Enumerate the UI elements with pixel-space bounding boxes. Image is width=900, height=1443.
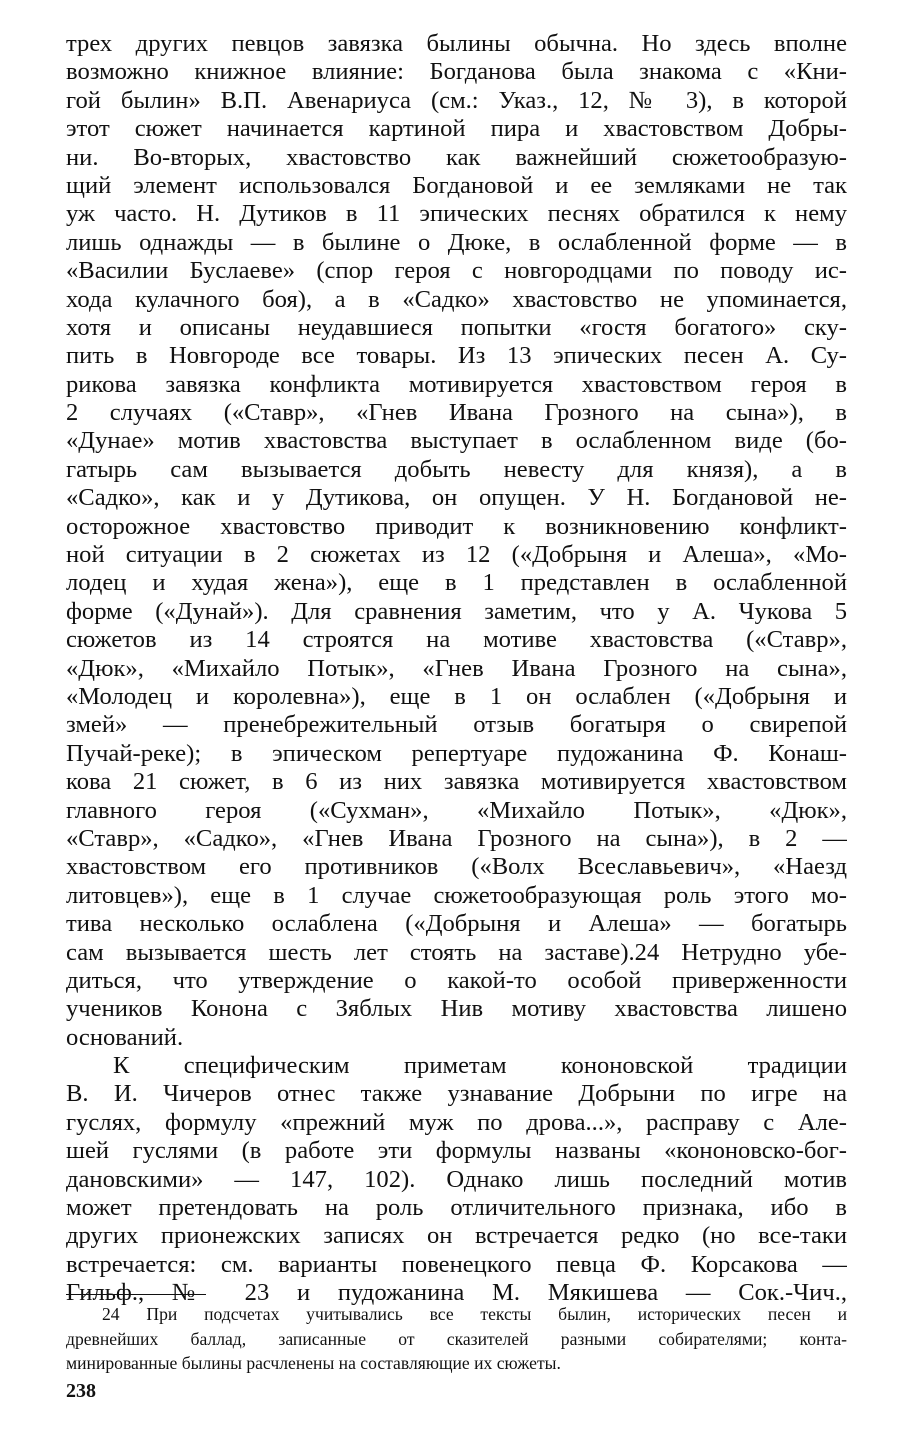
text-line: «Садко», как и у Дутикова, он опущен. У Н. Богдановой не-: [66, 484, 847, 512]
text-line: кова 21 сюжет, в 6 из них завязка мотивируется хвастовством: [66, 768, 847, 796]
text-line: «Дюк», «Михайло Потык», «Гнев Ивана Грозного на сына»,: [66, 654, 847, 682]
text-line: этот сюжет начинается картиной пира и хвастовством Добры-: [66, 115, 847, 143]
text-line: «Молодец и королевна»), еще в 1 он ослаблен («Добрыня и: [66, 682, 847, 710]
text-line: рикова завязка конфликта мотивируется хвастовством героя в: [66, 370, 847, 398]
text-line: трех других певцов завязка былины обычна. Но здесь вполне: [66, 30, 847, 57]
footnote: [66, 1302, 847, 1376]
text-line: ной ситуации в 2 сюжетах из 12 («Добрыня и Алеша», «Мо-: [66, 541, 847, 569]
text-line: К специфическим приметам кононовской традиции: [113, 1052, 847, 1080]
text-line: может претендовать на роль отличительного признака, ибо в: [66, 1194, 847, 1222]
text-line: диться, что утверждение о какой-то особой приверженности: [66, 966, 847, 994]
text-line: других прионежских записях он встречается редко (но все-таки: [66, 1222, 847, 1250]
text-line: пить в Новгороде все товары. Из 13 эпических песен А. Су-: [66, 342, 847, 370]
text-line: ни. Во-вторых, хвастовство как важнейший сюжетообразую-: [66, 143, 847, 171]
text-line: шей гуслями (в работе эти формулы названы «кононовско-бог-: [66, 1137, 847, 1165]
text-line: форме («Дунай»). Для сравнения заметим, что у А. Чукова 5: [66, 597, 847, 625]
text-line: гой былин» В.П. Авенариуса (см.: Указ., 12, № 3), в которой: [66, 86, 847, 114]
text-line: лодец и худая жена»), еще в 1 представлен в ослабленной: [66, 569, 847, 597]
text-line: «Дунае» мотив хвастовства выступает в ослабленном виде (бо-: [66, 427, 847, 455]
text-line: сюжетов из 14 строятся на мотиве хвастовства («Ставр»,: [66, 626, 847, 654]
text-line: Гильф., № 23 и пудожанина М. Мякишева — Сок.-Чич.,: [66, 1279, 847, 1307]
text-line: встречается: см. варианты повенецкого певца Ф. Корсакова —: [66, 1250, 847, 1278]
text-line: сам вызывается шесть лет стоять на заставе).24 Нетрудно убе-: [66, 938, 847, 966]
footnote-line: минированные былины расчленены на составляющие их сюжеты.: [66, 1353, 561, 1373]
text-line: 2 случаях («Ставр», «Гнев Ивана Грозного на сына»), в: [66, 399, 847, 427]
footnote-line: древнейших баллад, записанные от сказителей разными собирателями; конта-: [66, 1328, 847, 1349]
text-line: осторожное хвастовство приводит к возникновению конфликт-: [66, 512, 847, 540]
body-text: [66, 30, 847, 1308]
text-line: «Ставр», «Садко», «Гнев Ивана Грозного на сына»), в 2 —: [66, 824, 847, 852]
text-line: хода кулачного боя), а в «Садко» хвастовство не упоминается,: [66, 285, 847, 313]
book-page: [66, 30, 847, 1402]
text-line: щий элемент использовался Богдановой и ее земляками не так: [66, 171, 847, 199]
text-line: гатырь сам вызывается добыть невесту для князя), а в: [66, 455, 847, 483]
text-line: уж часто. Н. Дутиков в 11 эпических песнях обратился к нему: [66, 200, 847, 228]
text-line: хвастовством его противников («Волх Всеславьевич», «Наезд: [66, 853, 847, 881]
text-line: хотя и описаны неудавшиеся попытки «гостя богатого» ску-: [66, 313, 847, 341]
text-line: В. И. Чичеров отнес также узнавание Добрыни по игре на: [66, 1080, 847, 1108]
text-line: лишь однажды — в былине о Дюке, в ослабленной форме — в: [66, 228, 847, 256]
text-line: Пучай-реке); в эпическом репертуаре пудожанина Ф. Конаш-: [66, 739, 847, 767]
text-line: главного героя («Сухман», «Михайло Потык», «Дюк»,: [66, 796, 847, 824]
text-line: дановскими» — 147, 102). Однако лишь последний мотив: [66, 1165, 847, 1193]
text-line: оснований.: [66, 1023, 184, 1051]
text-line: литовцев»), еще в 1 случае сюжетообразующая роль этого мо-: [66, 881, 847, 909]
footnote-divider: [66, 1294, 206, 1295]
text-line: гуслях, формулу «прежний муж по дрова...», расправу с Але-: [66, 1108, 847, 1136]
text-line: змей» — пренебрежительный отзыв богатыря о свирепой: [66, 711, 847, 739]
text-line: «Василии Буслаеве» (спор героя с новгородцами по поводу ис-: [66, 257, 847, 285]
footnote-line: 24 При подсчетах учитывались все тексты былин, исторических песен и: [102, 1304, 847, 1324]
page-number: 238: [66, 1380, 96, 1402]
text-line: тива несколько ослаблена («Добрыня и Алеша» — богатырь: [66, 910, 847, 938]
text-line: возможно книжное влияние: Богданова была знакома с «Кни-: [66, 58, 847, 86]
text-line: учеников Конона с Зяблых Нив мотиву хвастовства лишено: [66, 995, 847, 1023]
